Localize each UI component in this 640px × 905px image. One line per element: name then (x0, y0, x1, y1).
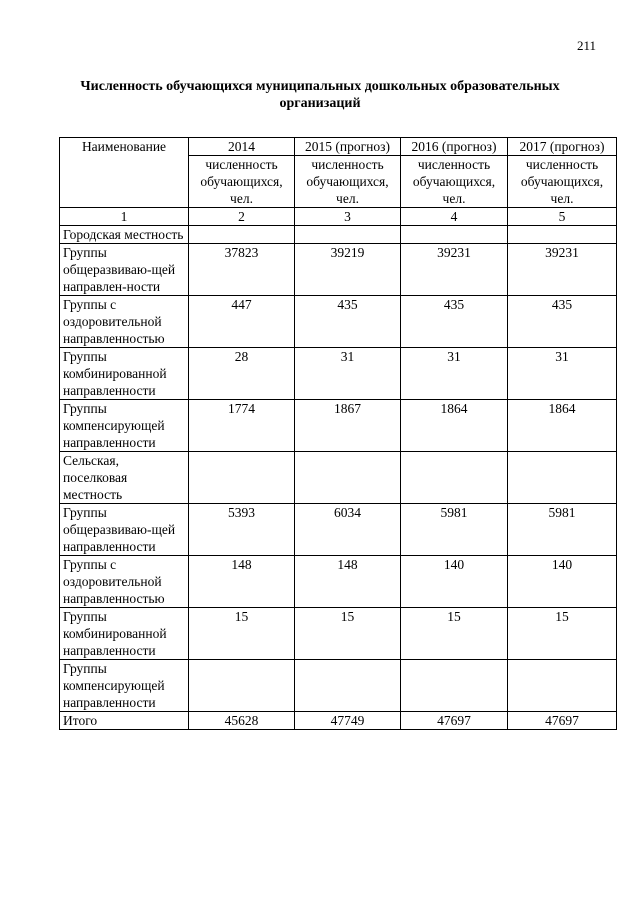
title-line-1: Численность обучающихся муниципальных дошкольных образовательных (80, 79, 560, 94)
value-cell: 1864 (508, 400, 617, 452)
table-row (60, 608, 617, 660)
value-cell (189, 226, 295, 244)
value-cell (508, 452, 617, 504)
value-cell: 435 (295, 296, 401, 348)
value-cell: 140 (508, 556, 617, 608)
column-number: 2 (189, 208, 295, 226)
header-name: Наименование (60, 138, 189, 208)
table-row (60, 296, 617, 348)
table-row (60, 452, 617, 504)
value-cell: 39231 (401, 244, 508, 296)
column-number: 1 (60, 208, 189, 226)
value-cell: 435 (508, 296, 617, 348)
table-row (60, 226, 617, 244)
header-unit: численность обучающихся, чел. (189, 156, 295, 208)
value-cell (508, 660, 617, 712)
value-cell (508, 226, 617, 244)
header-unit: численность обучающихся, чел. (295, 156, 401, 208)
header-row-years (60, 138, 617, 156)
value-cell: 148 (189, 556, 295, 608)
header-row-column-numbers (60, 208, 617, 226)
value-cell: 447 (189, 296, 295, 348)
value-cell (189, 660, 295, 712)
page-number: 211 (576, 38, 596, 53)
table-row (60, 556, 617, 608)
column-number: 4 (401, 208, 508, 226)
value-cell: 148 (295, 556, 401, 608)
row-label: Городская местность (60, 226, 189, 244)
title-line-2: организаций (279, 96, 361, 111)
table-row (60, 348, 617, 400)
row-label: Сельская, поселковая местность (60, 452, 189, 504)
value-cell: 5393 (189, 504, 295, 556)
value-cell: 37823 (189, 244, 295, 296)
row-label: Группы общеразвиваю-щей направленности (60, 504, 189, 556)
row-label: Группы комбинированной направленности (60, 608, 189, 660)
document-title (40, 78, 600, 112)
value-cell (401, 226, 508, 244)
value-cell: 15 (189, 608, 295, 660)
value-cell: 45628 (189, 712, 295, 730)
value-cell: 1867 (295, 400, 401, 452)
value-cell: 31 (508, 348, 617, 400)
enrollment-table (59, 137, 617, 730)
table-body (60, 226, 617, 730)
value-cell (401, 660, 508, 712)
value-cell: 140 (401, 556, 508, 608)
value-cell: 15 (295, 608, 401, 660)
value-cell: 28 (189, 348, 295, 400)
row-label: Группы общеразвиваю-щей направлен-ности (60, 244, 189, 296)
value-cell: 1864 (401, 400, 508, 452)
value-cell: 6034 (295, 504, 401, 556)
table-row (60, 504, 617, 556)
header-unit: численность обучающихся, чел. (401, 156, 508, 208)
value-cell: 15 (508, 608, 617, 660)
row-label: Группы компенсирующей направленности (60, 660, 189, 712)
table-row (60, 712, 617, 730)
header-year: 2015 (прогноз) (295, 138, 401, 156)
value-cell: 15 (401, 608, 508, 660)
value-cell (295, 452, 401, 504)
value-cell: 39219 (295, 244, 401, 296)
row-label: Группы комбинированной направленности (60, 348, 189, 400)
value-cell: 47697 (401, 712, 508, 730)
value-cell (295, 226, 401, 244)
value-cell: 31 (295, 348, 401, 400)
value-cell: 5981 (401, 504, 508, 556)
table-row (60, 244, 617, 296)
table-row (60, 660, 617, 712)
value-cell: 39231 (508, 244, 617, 296)
header-unit: численность обучающихся, чел. (508, 156, 617, 208)
value-cell: 47697 (508, 712, 617, 730)
row-label: Итого (60, 712, 189, 730)
header-year: 2014 (189, 138, 295, 156)
column-number: 5 (508, 208, 617, 226)
table-row (60, 400, 617, 452)
value-cell: 47749 (295, 712, 401, 730)
header-year: 2016 (прогноз) (401, 138, 508, 156)
value-cell: 5981 (508, 504, 617, 556)
value-cell: 31 (401, 348, 508, 400)
value-cell (401, 452, 508, 504)
row-label: Группы с оздоровительной направленностью (60, 296, 189, 348)
row-label: Группы компенсирующей направленности (60, 400, 189, 452)
value-cell: 435 (401, 296, 508, 348)
row-label: Группы с оздоровительной направленностью (60, 556, 189, 608)
value-cell (189, 452, 295, 504)
value-cell (295, 660, 401, 712)
column-number: 3 (295, 208, 401, 226)
header-year: 2017 (прогноз) (508, 138, 617, 156)
value-cell: 1774 (189, 400, 295, 452)
